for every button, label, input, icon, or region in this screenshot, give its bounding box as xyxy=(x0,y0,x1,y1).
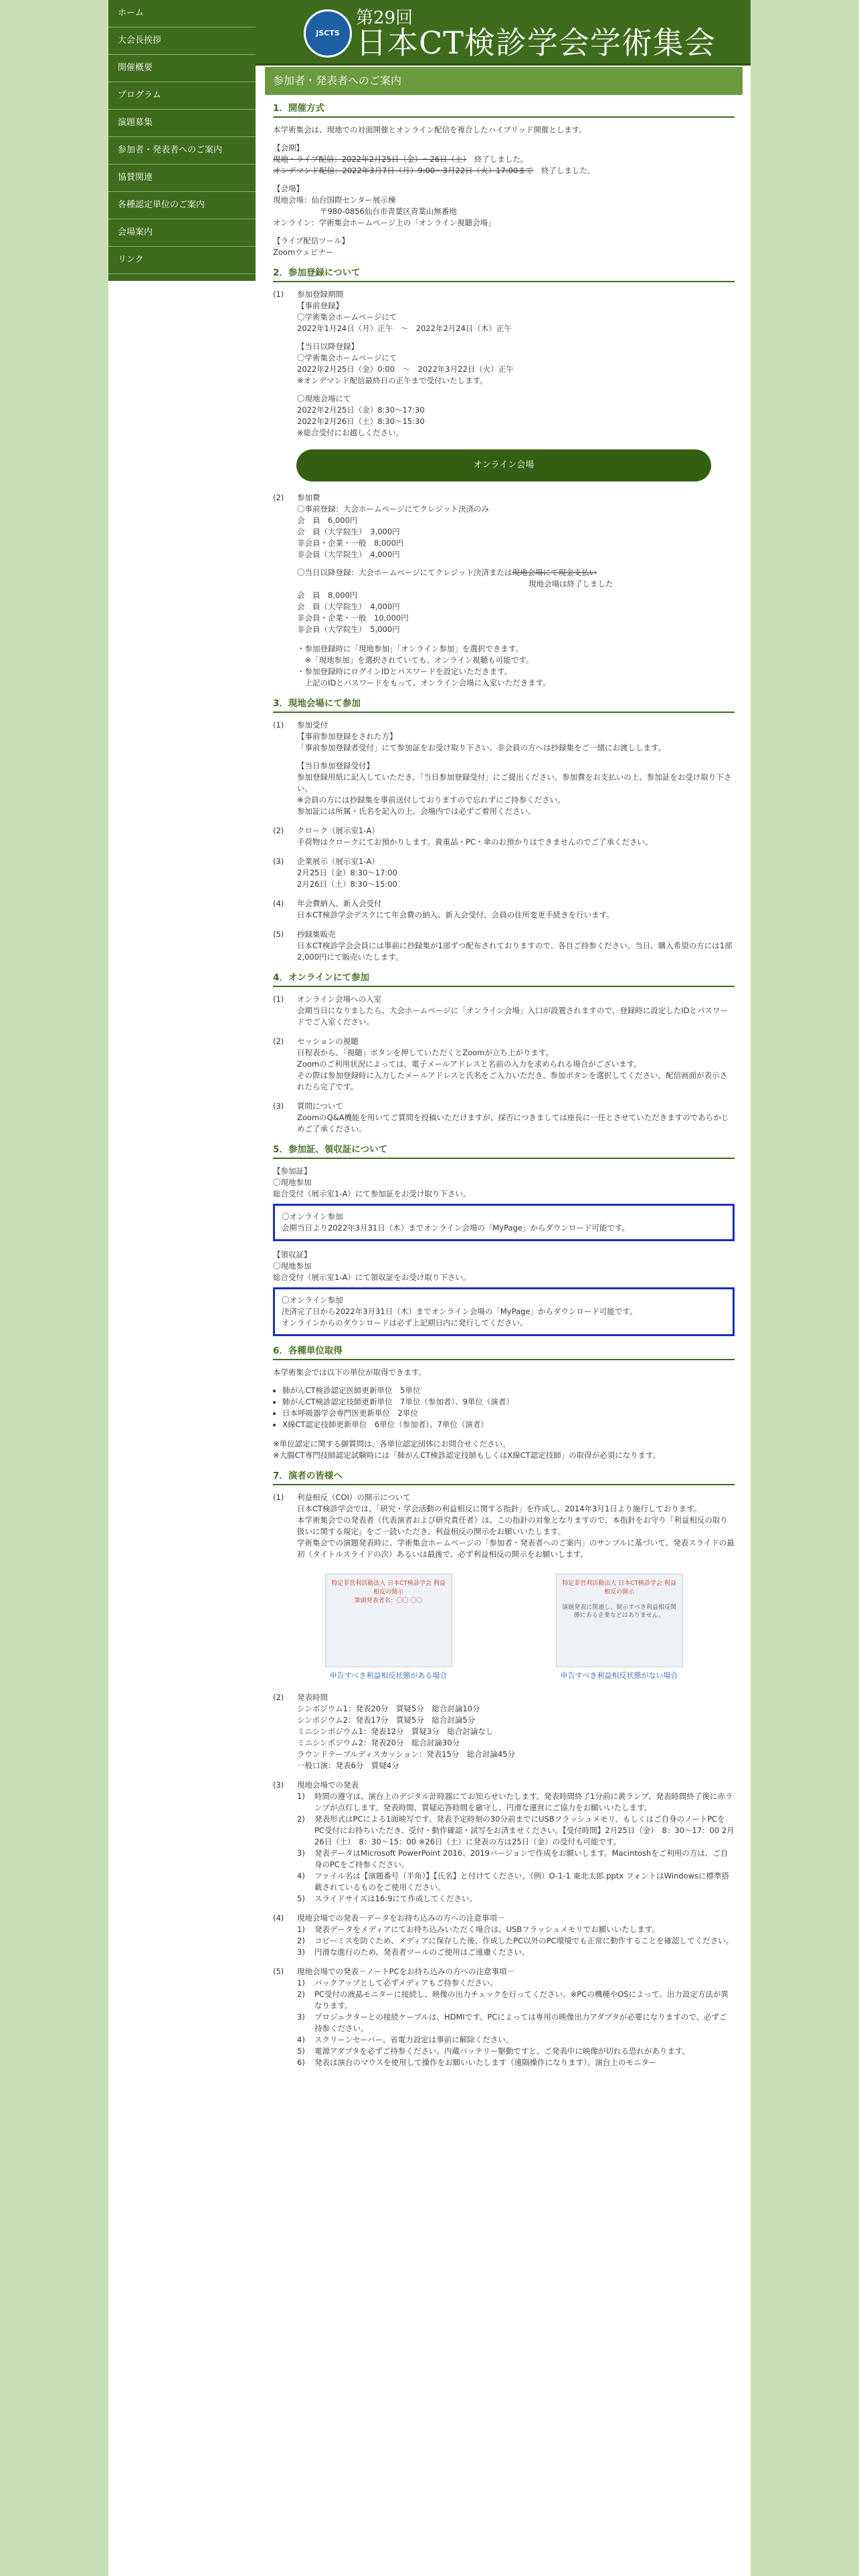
sidebar-item[interactable]: 参加者・発表者へのご案内 xyxy=(108,137,256,165)
sub-item xyxy=(297,1924,735,1935)
sidebar-item[interactable]: 開催概要 xyxy=(108,55,256,82)
sub-item xyxy=(297,1977,735,1989)
sub-text: 発表形式はPCによる1面映写です。発表予定時刻の30分前までにUSBフラッシュメモリ、もしくはご自身のノートPCをPC受付にお持ちいただき、受付・動作確認・試写をお済ませください。【受付時間】2月25日（金） 8：30～17：00 2月26日（土） 8：30～15：00 ※26日（土）に発表の方は25日（金）の受付も可能です。 xyxy=(314,1814,735,1846)
credits-note2: ※大腸CT専門技師認定試験時には「肺がんCT検診認定技師もしくはX線CT認定技師」の取得が必須になります。 xyxy=(273,1451,661,1460)
sub-item xyxy=(297,1935,735,1947)
fee-day-text: 〇当日以降登録：大会ホームページにてクレジット決済または xyxy=(297,568,512,577)
sidebar-item[interactable]: ホーム xyxy=(108,0,256,27)
sub-item xyxy=(297,1893,735,1905)
pc-item xyxy=(273,1966,735,2068)
sub-item xyxy=(297,2034,735,2046)
item-body xyxy=(297,1036,735,1093)
credit-item: • 日本呼吸器学会専門医更新単位 2単位 xyxy=(282,1408,735,1419)
item-title: オンライン会場への入室 xyxy=(297,994,382,1004)
item-title: 利益相反（COI）の開示について xyxy=(297,1493,411,1502)
numbered-item xyxy=(273,1101,735,1135)
sub-number: 3) xyxy=(297,1947,305,1957)
pre-dates: 2022年1月24日（月）正午 ～ 2022年2月24日（木）正午 xyxy=(297,324,512,333)
credit-item: • 肺がんCT検診認定技師更新単位 7単位（参加者）、9単位（演者） xyxy=(282,1396,735,1408)
section-online xyxy=(273,972,735,1135)
fee-list-pre xyxy=(297,515,735,560)
item-line: 2月26日（土）8:30～15:00 xyxy=(297,879,397,889)
site-date1: 2022年2月25日（金）8:30～17:30 xyxy=(297,405,425,415)
item-number: (3) xyxy=(273,1780,284,1790)
credit-item: • 肺がんCT検診認定医師更新単位 5単位 xyxy=(282,1385,735,1396)
item-title: 企業展示（展示室1-A） xyxy=(297,857,379,866)
item-body xyxy=(297,720,735,817)
sub-number: 5) xyxy=(297,1894,305,1903)
receipt-heading: 【領収証】 xyxy=(273,1250,312,1259)
item-number: (1) xyxy=(273,1493,284,1502)
section-heading: 4．オンラインにて参加 xyxy=(273,972,735,987)
item-line: Zoomのご利用状況によっては、電子メールアドレスと名前の入力を求められる場合がございます。 xyxy=(297,1059,642,1069)
fee-row: 会 員 8,000円 xyxy=(297,591,358,600)
sub-text: コピーミスを防ぐため、メディアに保存した後、作成したPC以外のPC環境でも正常に動作することを確認してください。 xyxy=(314,1936,734,1945)
sidebar-item[interactable]: 演題募集 xyxy=(108,110,256,137)
sub-item xyxy=(297,2057,735,2068)
item-line: その際は参加登録時に入力したメールアドレスと氏名をご入力いただき、参加ボタンを選択してください。配信画面が表示されたら完了です。 xyxy=(297,1071,727,1091)
coi-line: 日本CT検診学会では、「研究・学会活動の利益相反に関する指針」を作成し、2014年3月1日より施行しております。 xyxy=(297,1504,702,1513)
sample-body: 演題発表に関連し、開示すべき利益相反関係にある企業などはありません。 xyxy=(562,1604,676,1619)
conference-title: 日本CT検診学会学術集会 xyxy=(356,25,716,61)
item-line: ZoomのQ&A機能を用いてご質問を投稿いただけますが、採否につきましては座長に一任とさせていただきますのであらかじめご了承ください。 xyxy=(297,1113,729,1134)
time-line: シンポジウム2：発表17分 質疑5分 総合討論5分 xyxy=(297,1715,476,1725)
pre-line: 〇学術集会ホームページにて xyxy=(297,312,397,322)
item-title: 現地会場での発表－ノートPCをお持ち込みの方への注意事項－ xyxy=(297,1967,515,1976)
sidebar-item[interactable]: リンク xyxy=(108,247,256,274)
fee-day-note: 現地会場は終了しました xyxy=(529,579,613,588)
item-body xyxy=(297,1780,735,1905)
item-number: (5) xyxy=(273,930,284,939)
reg-note: ※「現地参加」を選択されていても、オンライン視聴も可能です。 xyxy=(297,655,534,665)
time-line: ミニシンポジウム1：発表12分 質疑3分 総合討論なし xyxy=(297,1727,494,1736)
cert-site: 〇現地参加 xyxy=(273,1178,312,1187)
sidebar-item[interactable]: プログラム xyxy=(108,82,256,110)
fee-row: 非会員・企業・一般 10,000円 xyxy=(297,613,409,623)
sub-item xyxy=(297,1848,735,1870)
item-number: (2) xyxy=(273,493,284,502)
sub-number: 2) xyxy=(297,1990,305,1999)
page-title: 参加者・発表者へのご案内 xyxy=(265,67,743,95)
sub-number: 1) xyxy=(297,1978,305,1988)
day-dates: 2022年2月25日（金）0:00 ～ 2022年3月22日（火）正午 xyxy=(297,364,514,374)
pre-heading: 【事前登録】 xyxy=(297,301,343,310)
item-number: (1) xyxy=(273,720,284,730)
item-title: 質問について xyxy=(297,1101,343,1111)
fee-row: 会 員（大学院生） 4,000円 xyxy=(297,602,400,611)
cert-site-text: 総合受付（展示室1-A）にて参加証をお受け取り下さい。 xyxy=(273,1189,471,1198)
item-number: (4) xyxy=(273,1913,284,1923)
credits-note1: ※単位認定に関する御質問は、各単位認定団体にお問合せください。 xyxy=(273,1439,510,1448)
sub-text: スライドサイズは16:9にて作成してください。 xyxy=(314,1894,478,1903)
reg-note: 上記のIDとパスワードをもって、オンライン会場に入室いただきます。 xyxy=(297,678,551,687)
section-presenters xyxy=(273,1471,735,2068)
time-line: シンポジウム1：発表20分 質疑5分 総合討論10分 xyxy=(297,1704,480,1713)
item-body xyxy=(297,1913,735,1958)
sub-text: 発表データをメディアにてお持ち込みいただく場合は、USBフラッシュメモリでお願いいたします。 xyxy=(314,1925,660,1934)
reg-note: ・参加登録時にログインIDとパスワードを設定いただきます。 xyxy=(297,667,512,676)
coi-sample-image[interactable] xyxy=(325,1574,452,1667)
sub-item xyxy=(297,2012,735,2034)
conference-number: 第29回 xyxy=(356,8,413,28)
section-heading: 2．参加登録について xyxy=(273,267,735,282)
fee-row: 会 員 6,000円 xyxy=(297,516,358,525)
item-line: 手荷物はクロークにてお預かりします。貴重品・PC・傘のお預かりはできませんのでご了承ください。 xyxy=(297,837,653,847)
format-intro: 本学術集会は、現地での対面開催とオンライン配信を複合したハイブリッド開催とします。 xyxy=(273,125,587,134)
day-line: 〇学術集会ホームページにて xyxy=(297,353,397,362)
credits-intro: 本学術集会では以下の単位が取得できます。 xyxy=(273,1368,427,1377)
item-body xyxy=(297,929,735,963)
item-line: 「事前参加登録者受付」にて参加証をお受け取り下さい。非会員の方へは抄録集をご一緒にお渡しします。 xyxy=(297,743,666,752)
venue-online: オンライン：学術集会ホームページ上の「オンライン視聴会場」 xyxy=(273,218,496,227)
sub-item xyxy=(297,1814,735,1848)
time-line: ミニシンポジウム2：発表20分 総合討論30分 xyxy=(297,1738,460,1747)
cert-heading: 【参加証】 xyxy=(273,1166,312,1176)
nav-list xyxy=(108,0,256,274)
fee-day-heading xyxy=(297,567,735,578)
site-header xyxy=(256,0,751,66)
sub-item xyxy=(297,2046,735,2057)
sub-text: 円滑な進行のため、発表者ツールのご使用はご遠慮ください。 xyxy=(314,1947,530,1957)
item-title: 年会費納入、新入会受付 xyxy=(297,899,382,908)
numbered-item xyxy=(273,898,735,921)
section-format xyxy=(273,103,735,258)
item-body xyxy=(297,856,735,890)
section-heading: 5．参加証、領収証について xyxy=(273,1144,735,1159)
site-date2: 2022年2月26日（土）8:30～15:30 xyxy=(297,417,425,426)
sub-text: バックアップとして必ずメディアもご持参ください。 xyxy=(314,1978,498,1988)
item-line: 日本CT検診学会デスクにて年会費の納入、新入会受付、会員の住所変更手続きを行います。 xyxy=(297,910,614,920)
item-line: 日程表から、「視聴」ボタンを押していただくとZoomが立ち上がります。 xyxy=(297,1048,553,1057)
item-number: (3) xyxy=(273,1101,284,1111)
live-period-text: 現地・ライブ配信：2022年2月25日（金）～26日（土） xyxy=(273,154,467,164)
item-title: 参加費 xyxy=(297,493,320,502)
fee-row: 非会員（大学院生） 4,000円 xyxy=(297,550,400,559)
venue-heading: 【会場】 xyxy=(273,184,304,193)
item-number: (3) xyxy=(273,857,284,866)
coi-sample-image[interactable] xyxy=(556,1574,683,1667)
sub-number: 1) xyxy=(297,1792,305,1801)
numbered-item xyxy=(273,720,735,817)
page xyxy=(108,0,751,2576)
section-heading: 3．現地会場にて参加 xyxy=(273,698,735,713)
fee-row: 非会員・企業・一般 8,000円 xyxy=(297,538,404,548)
ondemand-period xyxy=(273,165,735,177)
venue-address: 〒980-0856仙台市青葉区青葉山無番地 xyxy=(320,207,457,216)
sidebar-item[interactable]: 大会長挨拶 xyxy=(108,27,256,55)
sub-text: ファイル名は【演題番号（半角）】【氏名】と付けてください。（例）O-1-1 東北太郎.pptx フォントはWindowsに標準搭載されているものをご使用ください。 xyxy=(314,1871,729,1892)
item-title: 現地会場での発表 xyxy=(297,1780,359,1790)
item-body xyxy=(297,492,735,689)
coi-sample-with[interactable] xyxy=(325,1574,452,1681)
fee-row: 非会員（大学院生） 5,000円 xyxy=(297,625,400,634)
sub-item xyxy=(297,1791,735,1814)
onsite-items xyxy=(273,720,735,963)
item-body xyxy=(297,994,735,1028)
sample-caption-link[interactable]: 申告すべき利益相反状態がない場合 xyxy=(560,1671,678,1680)
day-heading: 【当日以降登録】 xyxy=(297,342,359,351)
coi-sample-without[interactable] xyxy=(556,1574,683,1681)
receipt-site-text: 総合受付（展示室1-A）にて領収証をお受け取り下さい。 xyxy=(273,1273,471,1282)
site-line: 〇現地会場にて xyxy=(297,394,351,403)
sub-number: 2) xyxy=(297,1814,305,1824)
receipt-site: 〇現地参加 xyxy=(273,1261,312,1271)
sub-item xyxy=(297,1989,735,2012)
sub-text: 電源アダプタを必ずご持参ください。内蔵バッテリー駆動ですと、ご発表中に映像が切れる恐れがあります。 xyxy=(314,2046,690,2056)
item-line: 2月25日（金）8:30～17:00 xyxy=(297,868,397,877)
sub-text: 時間の遵守は、演台上のデジタル計時器にてお知らせいたします。発表時間終了1分前に黄ランプ、発表時間終了後に赤ランプが点灯します。発表時間、質疑応答時間を厳守し、円滑な運営にご協力をお願いいたします。 xyxy=(314,1792,733,1812)
section-onsite xyxy=(273,698,735,963)
society-logo[interactable]: JSCTS xyxy=(304,9,352,58)
item-number: (1) xyxy=(273,290,284,299)
item-body xyxy=(297,1966,735,2068)
item-body xyxy=(297,1492,735,1560)
receipt-online-note: オンラインからのダウンロードは必ず上記期日内に発行してください。 xyxy=(282,1318,528,1327)
receipt-online: 〇オンライン参加 xyxy=(282,1295,343,1305)
item-title: クローク（展示室1-A） xyxy=(297,826,379,835)
coi-text xyxy=(297,1503,735,1560)
sub-text: 発表データはMicrosoft PowerPoint 2016、2019バージョンで作成をお願いします。Macintoshをご利用の方は、ご自身のPCをご持参ください。 xyxy=(314,1848,729,1869)
item-line: 参加登録用紙に記入していただき、「当日参加登録受付」にご提出ください。参加費をお支払いの上、参加証をお受け取り下さい。 xyxy=(297,772,732,793)
item-line: 会期当日になりましたら、大会ホームページに「オンライン会場」入口が設置されますので、登録時に設定したIDとパスワードでご入室ください。 xyxy=(297,1006,728,1027)
sub-number: 3) xyxy=(297,1848,305,1858)
sub-item xyxy=(297,1870,735,1893)
cert-online-text: 会期当日より2022年3月31日（木）までオンライン会場の「MyPage」からダウンロード可能です。 xyxy=(282,1223,630,1232)
time-line: 一般口演：発表6分 質疑4分 xyxy=(297,1761,399,1770)
fee-day-strike: 現地会場にて現金支払い xyxy=(512,568,597,577)
live-ended: 終了しました。 xyxy=(466,154,529,164)
sub-text: プロジェクターとの接続ケーブルは、HDMIです。PCによっては専用の映像出力アダプタが必要になりますので、必ずご持参ください。 xyxy=(314,2012,727,2033)
ondemand-period-text: オンデマンド配信：2022年3月7日（月）9:00～3月22日（火）17:00まで xyxy=(273,166,534,175)
cert-online-notice xyxy=(273,1204,735,1241)
online-items xyxy=(273,994,735,1135)
item-body xyxy=(297,1692,735,1772)
reg-period-item xyxy=(273,289,735,439)
sidebar-item[interactable]: 各種認定単位のご案内 xyxy=(108,192,256,219)
coi-line: 学術集会での演題発表時に、学術集会ホームページの「参加者・発表者へのご案内」のサンプルに基づいて、発表スライドの最初（タイトルスライドの次）あるいは最後で、必ず利益相反の開示をお願いします。 xyxy=(297,1538,735,1559)
item-title: 現地会場での発表－データをお持ち込みの方への注意事項－ xyxy=(297,1913,505,1923)
item-number: (5) xyxy=(273,1967,284,1976)
sample-title: 特定非営利活動法人 日本CT検診学会 利益相反の開示 xyxy=(331,1580,446,1596)
time-item xyxy=(273,1692,735,1772)
sub-number: 5) xyxy=(297,2046,305,2056)
item-title: 発表時間 xyxy=(297,1693,328,1702)
item-title: セッションの視聴 xyxy=(297,1037,359,1046)
onsite-presentation-item xyxy=(273,1780,735,1905)
item-line xyxy=(297,754,735,760)
item-body xyxy=(297,1101,735,1135)
ondemand-ended: 終了しました。 xyxy=(533,166,595,175)
live-period xyxy=(273,154,735,165)
credits-list xyxy=(282,1385,735,1430)
sub-number: 3) xyxy=(297,2012,305,2022)
sample-body: 筆頭発表者名：〇〇 〇〇 xyxy=(354,1598,423,1604)
site-note: ※総合受付にお越しください。 xyxy=(297,428,404,437)
section-heading: 1．開催方式 xyxy=(273,103,735,118)
sub-list xyxy=(297,1924,735,1958)
sidebar-item[interactable]: 会場案内 xyxy=(108,219,256,247)
day-note: ※オンデマンド配信最終日の正午まで受付いたします。 xyxy=(297,376,488,385)
sub-number: 6) xyxy=(297,2058,305,2067)
item-body xyxy=(297,289,735,439)
item-line: 【事前参加登録をされた方】 xyxy=(297,732,397,741)
item-body xyxy=(297,825,735,848)
fee-item xyxy=(273,492,735,689)
section-registration xyxy=(273,267,735,689)
section-certificates xyxy=(273,1144,735,1336)
item-title: 参加受付 xyxy=(297,720,328,730)
numbered-item xyxy=(273,825,735,848)
sub-text: 発表は演台のマウスを使用して操作をお願いいたします（遠隔操作になります）。演台上のモニター xyxy=(314,2058,657,2067)
sub-list xyxy=(297,1977,735,2068)
sub-number: 4) xyxy=(297,1871,305,1881)
fee-list-day xyxy=(297,590,735,635)
item-number: (1) xyxy=(273,994,284,1004)
receipt-online-text: 決済完了日から2022年3月31日（木）までオンライン会場の「MyPage」からダウンロード可能です。 xyxy=(282,1307,638,1316)
item-body xyxy=(297,898,735,921)
section-credits xyxy=(273,1346,735,1461)
item-number: (2) xyxy=(273,826,284,835)
media-item xyxy=(273,1913,735,1958)
fee-row: 会 員（大学院生） 3,000円 xyxy=(297,527,400,536)
sub-text: スクリーンセーバー、省電力設定は事前に解除ください。 xyxy=(314,2035,514,2044)
item-number: (2) xyxy=(273,1037,284,1046)
item-line: 【当日参加登録受付】 xyxy=(297,761,374,770)
tool-heading: 【ライブ配信ツール】 xyxy=(273,236,350,245)
main-content xyxy=(273,103,735,2078)
item-number: (4) xyxy=(273,899,284,908)
coi-item xyxy=(273,1492,735,1560)
credit-item: • X線CT認定技師更新単位 6単位（参加者）、7単位（演者） xyxy=(282,1419,735,1430)
numbered-item xyxy=(273,929,735,963)
sidebar-item[interactable]: 協賛関連 xyxy=(108,165,256,192)
numbered-item xyxy=(273,994,735,1028)
item-line: ※会員の方には抄録集を事前送付しておりますので忘れずにご持参ください。 xyxy=(297,795,565,804)
tool-name: Zoomウェビナー xyxy=(273,247,334,257)
reg-notes xyxy=(297,643,735,689)
item-number: (2) xyxy=(273,1693,284,1702)
item-title: 参加登録期間 xyxy=(297,290,343,299)
reg-note: ・参加登録時に「現地参加」「オンライン参加」を選択できます。 xyxy=(297,644,523,653)
sample-title: 特定非営利活動法人 日本CT検診学会 利益相反の開示 xyxy=(562,1580,676,1596)
cert-online: 〇オンライン参加 xyxy=(282,1212,343,1221)
sub-number: 4) xyxy=(297,2035,305,2044)
time-line: ラウンドテーブルディスカッション：発表15分 総合討論45分 xyxy=(297,1749,515,1759)
receipt-online-notice xyxy=(273,1287,735,1336)
sidebar-nav xyxy=(108,0,256,281)
coi-samples xyxy=(273,1574,735,1681)
item-line: 日本CT検診学会会員には事前に抄録集が1部ずつ配布されておりますので、各自ご持参ください。当日、購入希望の方には1部2,000円にて販売いたします。 xyxy=(297,941,733,962)
sub-item xyxy=(297,1947,735,1958)
time-list xyxy=(297,1703,735,1772)
sub-text: PC受付の液晶モニターに接続し、映像の出力チェックを行ってください。※PCの機種やOSによって、出力設定方法が異なります。 xyxy=(314,1990,729,2010)
sub-number: 2) xyxy=(297,1936,305,1945)
numbered-item xyxy=(273,1036,735,1093)
numbered-item xyxy=(273,856,735,890)
online-venue-button[interactable]: オンライン会場 xyxy=(296,449,711,481)
item-line: 参加証には所属・氏名を記入の上、会場内では必ずご着用ください。 xyxy=(297,807,536,816)
sample-caption-link[interactable]: 申告すべき利益相反状態がある場合 xyxy=(329,1671,448,1680)
fee-pre-heading: 〇事前登録：大会ホームページにてクレジット決済のみ xyxy=(297,504,489,514)
item-title: 抄録集販売 xyxy=(297,930,336,939)
section-heading: 7．演者の皆様へ xyxy=(273,1471,735,1485)
section-heading: 6．各種単位取得 xyxy=(273,1346,735,1360)
venue-site: 現地会場：仙台国際センター展示棟 xyxy=(273,195,396,205)
period-heading: 【会期】 xyxy=(273,143,304,152)
coi-line: 本学術集会での発表者（代表演者および研究責任者）は、この指針の対象となりますので、本指針をお守り「利益相反の取り扱いに関する規定」をご一読いただき、利益相反の開示をお願いいたします。 xyxy=(297,1515,728,1536)
sub-number: 1) xyxy=(297,1925,305,1934)
sub-list xyxy=(297,1791,735,1905)
